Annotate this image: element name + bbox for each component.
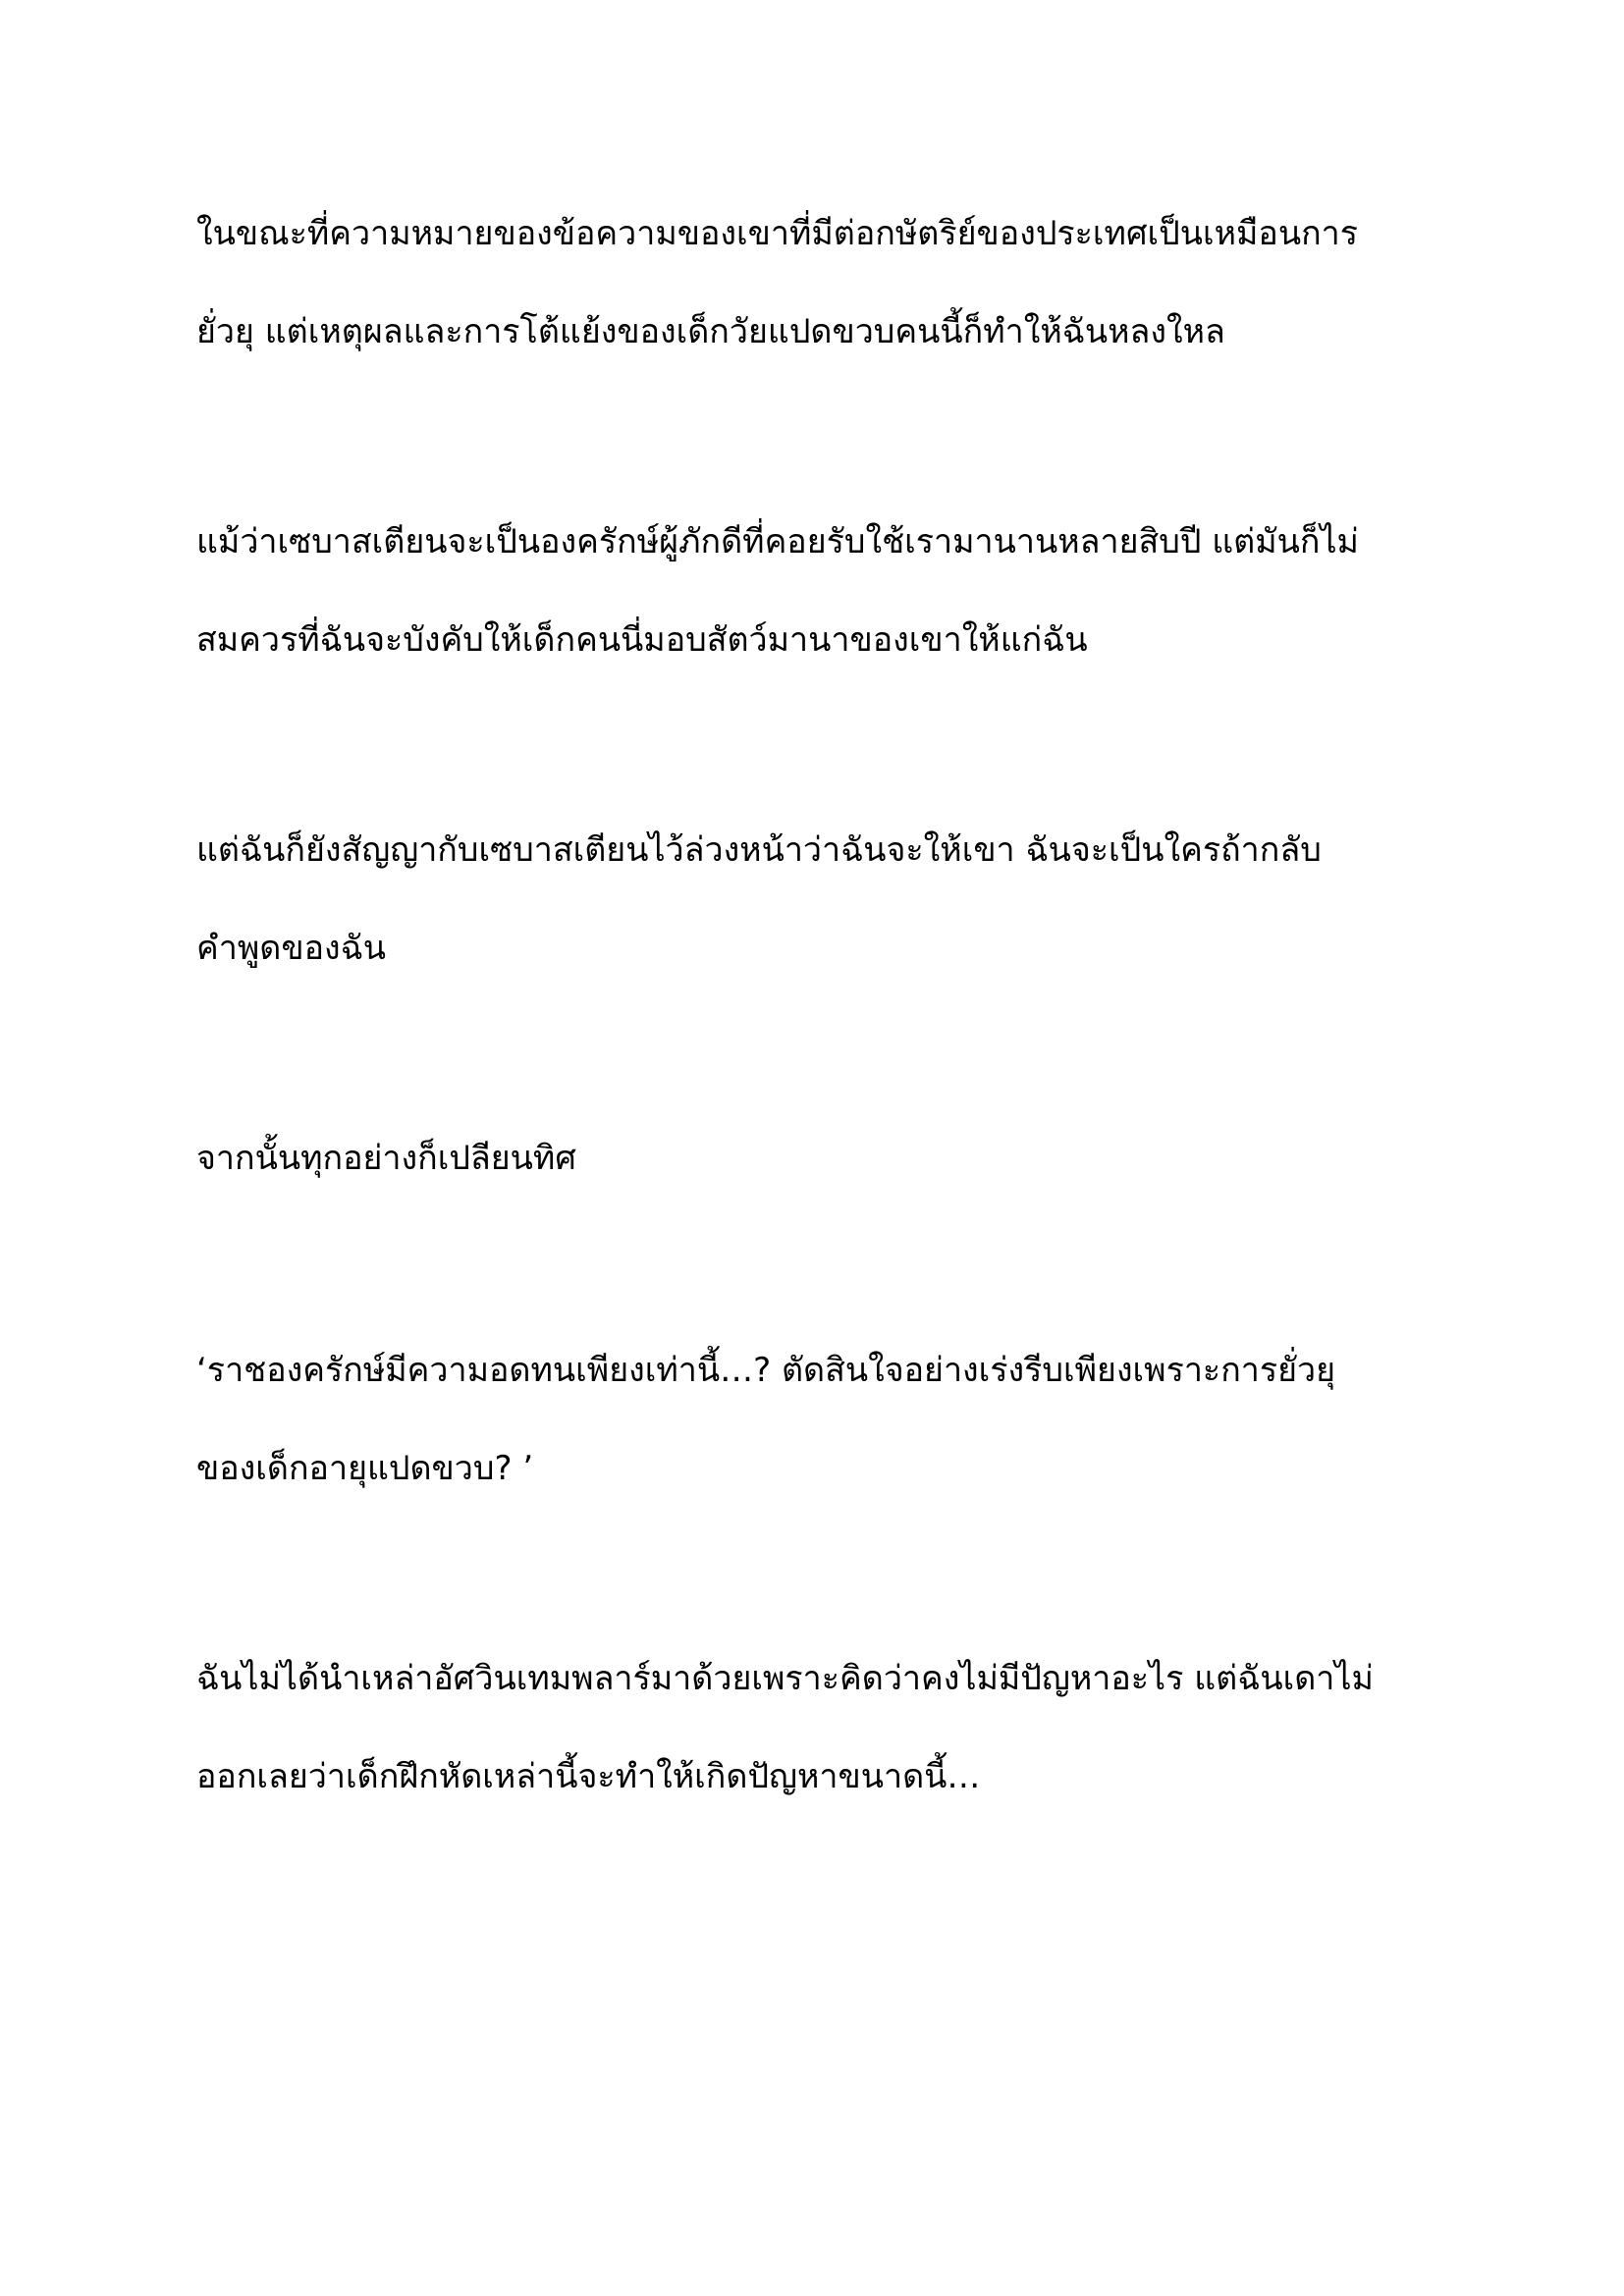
paragraph [196, 185, 1473, 381]
text-line: ของเด็กอายุแปดขวบ? ’ [196, 1449, 534, 1488]
text-line: ในขณะที่ความหมายของข้อความของเขาที่มีต่อกษัตริย์ของประเทศเป็นเหมือนการ [196, 214, 1359, 253]
text-line: จากนั้นทุกอย่างก็เปลียนทิศ [196, 1139, 576, 1178]
text-line: แม้ว่าเซบาสเตียนจะเป็นองครักษ์ผู้ภักดีที่คอยรับใช้เรามานานหลายสิบปี แต่มันก็ไม่ [196, 522, 1359, 561]
paragraph [196, 1109, 1473, 1207]
text-line: คำพูดของฉัน [196, 929, 386, 968]
paragraph-inner-thought [196, 1321, 1473, 1518]
text-line: ‘ราชองครักษ์มีความอดทนเพียงเท่านี้…? ตัดสินใจอย่างเร่งรีบเพียงเพราะการยั่วยุ [196, 1351, 1336, 1390]
paragraph [196, 801, 1473, 997]
text-line: ออกเลยว่าเด็กฝึกหัดเหล่านี้จะทำให้เกิดปัญหาขนาดนี้… [196, 1757, 981, 1796]
text-line: แต่ฉันก็ยังสัญญากับเซบาสเตียนไว้ล่วงหน้าว่าฉันจะให้เขา ฉันจะเป็นใครถ้ากลับ [196, 830, 1322, 870]
text-line: สมควรที่ฉันจะบังคับให้เด็กคนนี่มอบสัตว์มานาของเขาให้แก่ฉัน [196, 620, 1088, 660]
text-line: ฉันไม่ได้นำเหล่าอัศวินเทมพลาร์มาด้วยเพราะคิดว่าคงไม่มีปัญหาอะไร แต่ฉันเดาไม่ [196, 1659, 1374, 1698]
text-line: ยั่วยุ แต่เหตุผลและการโต้แย้งของเด็กวัยแปดขวบคนนี้ก็ทำให้ฉันหลงใหล [196, 312, 1225, 351]
paragraph [196, 493, 1473, 689]
paragraph [196, 1629, 1473, 1826]
